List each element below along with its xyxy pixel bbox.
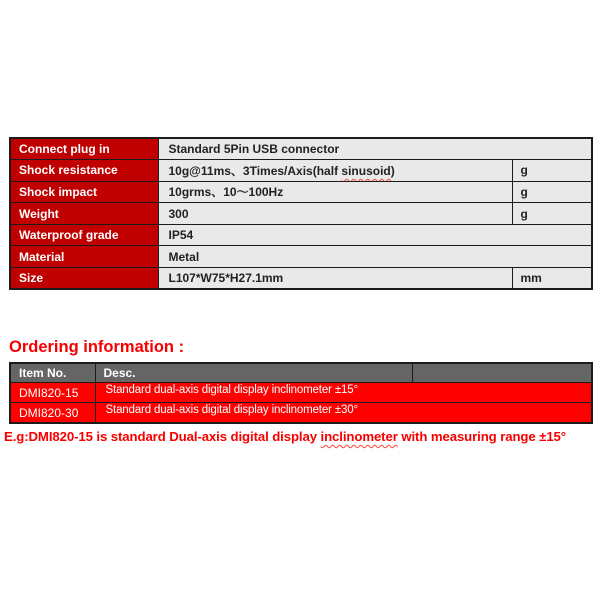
spec-label: Weight [10, 203, 158, 225]
ordering-row-dmi820-30 [10, 403, 592, 424]
spellcheck-word: Desc. [103, 365, 136, 380]
item-no-cell: DMI820-15 [10, 382, 95, 403]
spec-value: L107*W75*H27.1mm [158, 268, 512, 290]
col-header-desc [95, 363, 412, 382]
desc-cell: Standard dual-axis digital display inclinometer ±30° [95, 403, 592, 424]
spec-row-connect-plug-in [10, 138, 592, 160]
col-header-item-no: Item No. [10, 363, 95, 382]
spec-value: IP54 [158, 224, 592, 246]
spec-value: 300 [158, 203, 512, 225]
spec-row-size [10, 268, 592, 290]
spec-value-text: 10g@11ms、3Times/Axis(half [168, 163, 342, 178]
example-note-text: E.g:DMI820-15 is standard Dual-axis digital display [4, 429, 321, 444]
item-no-cell: DMI820-30 [10, 403, 95, 424]
spec-label: Material [10, 246, 158, 268]
spec-value: 10grms、10～100Hz [158, 181, 512, 203]
spellcheck-word: sinusoid [341, 163, 391, 178]
spec-unit: g [512, 160, 592, 182]
spec-row-material [10, 246, 592, 268]
spec-unit: g [512, 181, 592, 203]
col-header-empty [412, 363, 592, 382]
ordering-heading: Ordering information : [9, 338, 185, 356]
spec-label: Shock resistance [10, 160, 158, 182]
example-note-text: with measuring range ±15° [397, 429, 566, 444]
spec-label: Shock impact [10, 181, 158, 203]
spec-value [158, 160, 512, 182]
spec-unit: mm [512, 268, 592, 290]
spec-label: Waterproof grade [10, 224, 158, 246]
spellcheck-word: inclinometer [320, 429, 398, 444]
ordering-row-dmi820-15 [10, 382, 592, 403]
spec-row-shock-resistance [10, 160, 592, 182]
spec-row-waterproof-grade [10, 224, 592, 246]
spec-value: Metal [158, 246, 592, 268]
spec-value-text: ) [390, 163, 395, 178]
ordering-header-row [10, 363, 592, 382]
spec-table [9, 137, 593, 290]
spec-row-weight [10, 203, 592, 225]
spec-row-shock-impact [10, 181, 592, 203]
spec-label: Connect plug in [10, 138, 158, 160]
example-note [4, 429, 566, 444]
spec-unit: g [512, 203, 592, 225]
spec-value: Standard 5Pin USB connector [158, 138, 592, 160]
desc-cell: Standard dual-axis digital display inclinometer ±15° [95, 382, 592, 403]
spec-label: Size [10, 268, 158, 290]
ordering-table [9, 362, 593, 424]
